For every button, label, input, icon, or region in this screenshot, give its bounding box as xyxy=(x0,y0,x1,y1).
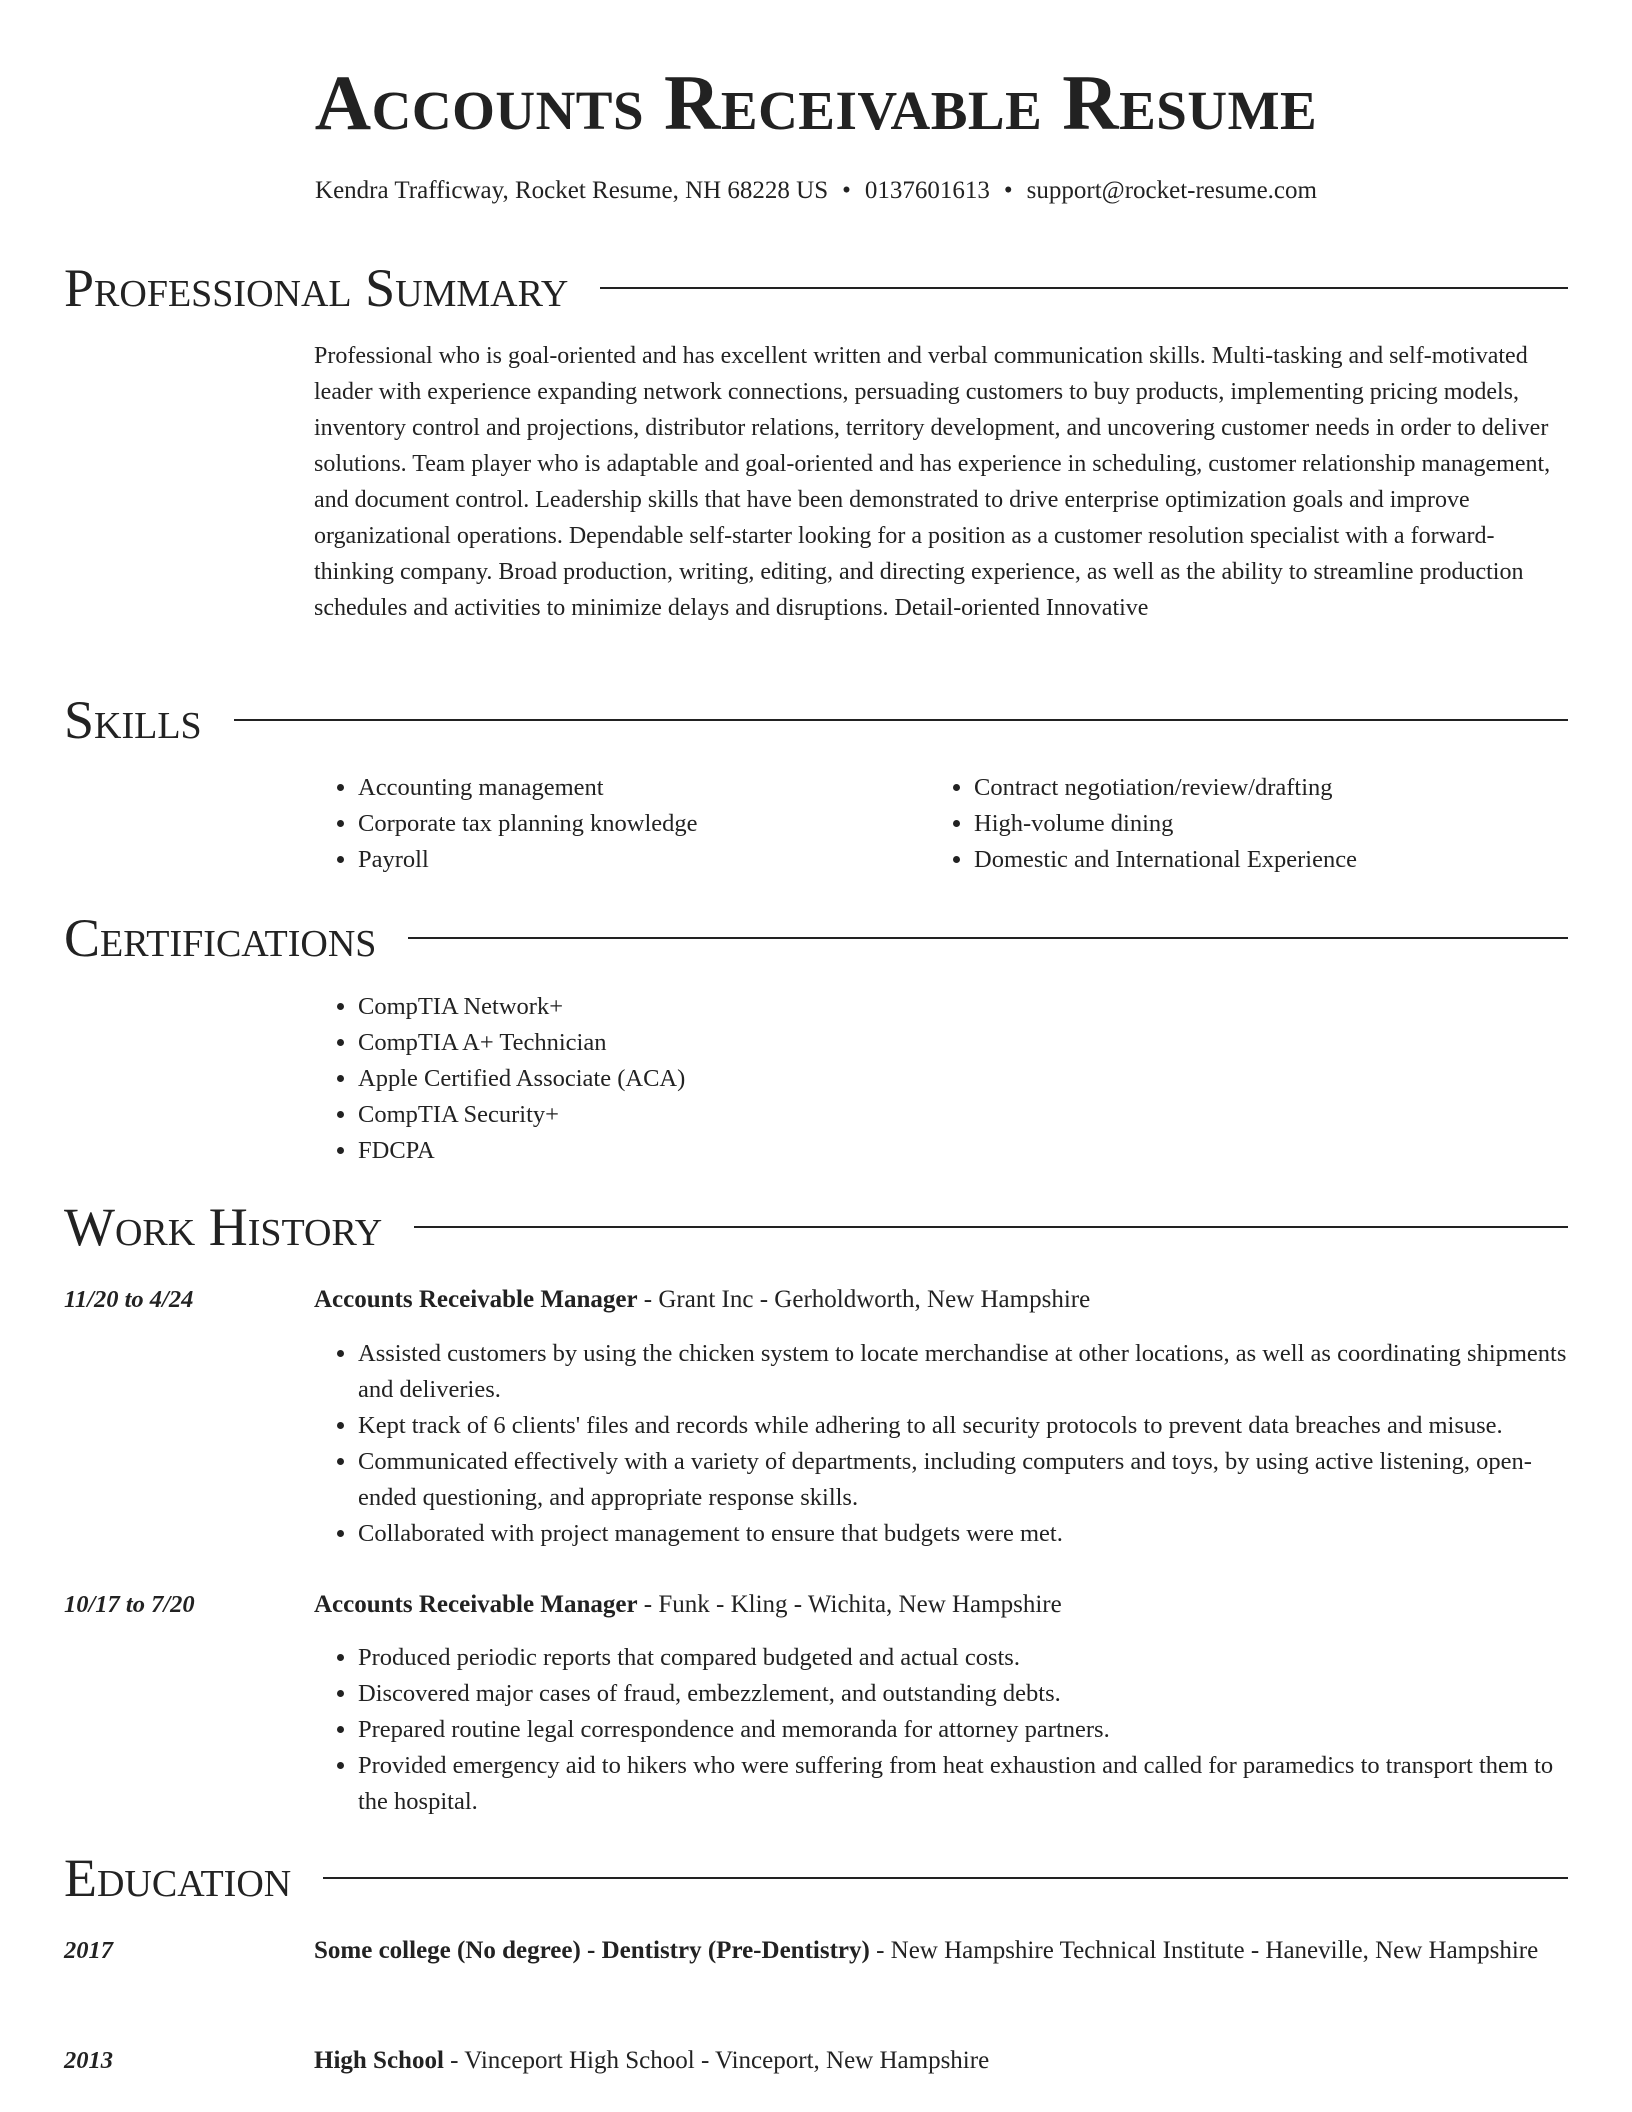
education-year: 2013 xyxy=(64,2047,113,2074)
skill-item: • High-volume dining xyxy=(974,806,1570,842)
contact-separator: • xyxy=(842,177,851,204)
section-title: Work History xyxy=(64,1197,383,1257)
job-employer-location: - Funk - Kling - Wichita, New Hampshire xyxy=(637,1591,1062,1618)
job-bullet: • Produced periodic reports that compared budgeted and actual costs. xyxy=(358,1640,1568,1676)
education-entry xyxy=(314,1933,1568,1969)
contact-line xyxy=(0,174,1632,208)
skills-list-right xyxy=(930,770,1570,878)
skill-item: • Corporate tax planning knowledge xyxy=(358,806,914,842)
section-divider xyxy=(408,937,1568,939)
job-bullet: • Kept track of 6 clients' files and records while adhering to all security protocols to prevent data breaches and misuse. xyxy=(358,1408,1568,1444)
section-heading-certifications xyxy=(64,908,1568,968)
skills-list-left xyxy=(314,770,914,878)
contact-separator: • xyxy=(1003,177,1013,204)
resume-title: Accounts Receivable Resume xyxy=(314,59,1318,146)
education-entry xyxy=(314,2043,1568,2079)
section-heading-skills xyxy=(64,690,1568,750)
job-bullet: • Discovered major cases of fraud, embezzlement, and outstanding debts. xyxy=(358,1676,1568,1712)
section-heading-summary xyxy=(64,258,1568,318)
education-school-location: - New Hampshire Technical Institute - Haneville, New Hampshire xyxy=(869,1937,1539,1964)
summary-text: Professional who is goal-oriented and has excellent written and verbal communication skills. Multi-tasking and self-motivated leader with experience expanding network connections, persuading customers to buy products, implementing pricing models, inventory control and projections, distributor relations, territory development, and uncovering customer needs in order to deliver solutions. Team player who is adaptable and goal-oriented and has experience in scheduling, customer relationship management, and document control. Leadership skills that have been demonstrated to drive enterprise optimization goals and improve organizational operations. Dependable self-starter looking for a position as a customer resolution specialist with a forward-thinking company. Broad production, writing, editing, and directing experience, as well as the ability to streamline production schedules and activities to minimize delays and disruptions. Detail-oriented Innovative xyxy=(314,343,1551,621)
job-bullet: • Prepared routine legal correspondence and memoranda for attorney partners. xyxy=(358,1712,1568,1748)
job-dates: 11/20 to 4/24 xyxy=(64,1286,194,1313)
certification-item: • CompTIA Security+ xyxy=(358,1097,1014,1133)
education-degree: Some college (No degree) - Dentistry (Pre-Dentistry) xyxy=(314,1937,870,1964)
contact-email: support@rocket-resume.com xyxy=(1026,177,1317,204)
job-bullets xyxy=(314,1640,1568,1820)
certification-item: • FDCPA xyxy=(358,1133,1014,1169)
job-dates: 10/17 to 7/20 xyxy=(64,1591,195,1618)
contact-address: Kendra Trafficway, Rocket Resume, NH 68228 US xyxy=(315,177,829,204)
section-divider xyxy=(600,287,1568,289)
skill-item: • Contract negotiation/review/drafting xyxy=(974,770,1570,806)
certification-item: • Apple Certified Associate (ACA) xyxy=(358,1061,1014,1097)
section-divider xyxy=(323,1877,1568,1879)
job-title: Accounts Receivable Manager xyxy=(314,1591,638,1618)
section-title: Certifications xyxy=(64,908,377,968)
job-bullets xyxy=(314,1336,1568,1552)
job-bullet: • Communicated effectively with a variety of departments, including computers and toys, by using active listening, open-ended questioning, and appropriate response skills. xyxy=(358,1444,1568,1516)
section-heading-education xyxy=(64,1848,1568,1908)
job-employer-location: - Grant Inc - Gerholdworth, New Hampshire xyxy=(637,1286,1091,1313)
section-divider xyxy=(414,1226,1568,1228)
skill-item: • Domestic and International Experience xyxy=(974,842,1570,878)
education-school-location: - Vinceport High School - Vinceport, New Hampshire xyxy=(443,2047,990,2074)
job-bullet: • Collaborated with project management to ensure that budgets were met. xyxy=(358,1516,1568,1552)
job-heading xyxy=(314,1587,1568,1623)
job-title: Accounts Receivable Manager xyxy=(314,1286,638,1313)
education-degree: High School xyxy=(314,2047,444,2074)
education-year: 2017 xyxy=(64,1937,113,1964)
job-bullet: • Assisted customers by using the chicken system to locate merchandise at other locations, as well as coordinating shipments and deliveries. xyxy=(358,1336,1568,1408)
section-divider xyxy=(234,719,1568,721)
contact-phone: 0137601613 xyxy=(864,177,990,204)
job-bullet: • Provided emergency aid to hikers who were suffering from heat exhaustion and called for paramedics to transport them to the hospital. xyxy=(358,1748,1568,1820)
certifications-list xyxy=(314,989,1014,1169)
section-title: Professional Summary xyxy=(64,258,569,318)
skill-item: • Accounting management xyxy=(358,770,914,806)
section-title: Skills xyxy=(64,690,202,750)
section-heading-work-history xyxy=(64,1197,1568,1257)
certification-item: • CompTIA A+ Technician xyxy=(358,1025,1014,1061)
job-heading xyxy=(314,1282,1568,1318)
certification-item: • CompTIA Network+ xyxy=(358,989,1014,1025)
section-title: Education xyxy=(64,1848,292,1908)
skill-item: • Payroll xyxy=(358,842,914,878)
